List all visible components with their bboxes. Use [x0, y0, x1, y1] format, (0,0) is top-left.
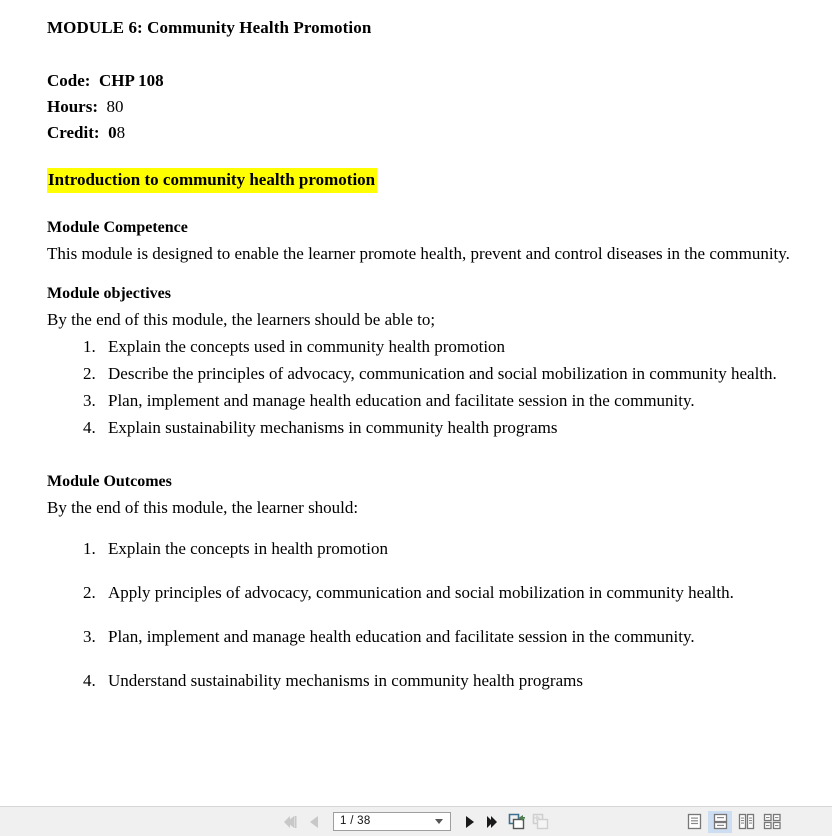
- meta-credit-value-bold: 0: [108, 122, 117, 142]
- meta-code-value: CHP 108: [98, 70, 164, 90]
- next-page-icon: [462, 815, 476, 829]
- previous-view-icon: [508, 813, 527, 830]
- continuous-view-icon: [713, 813, 728, 830]
- previous-view-button[interactable]: [506, 811, 528, 833]
- next-view-button[interactable]: [530, 811, 552, 833]
- meta-credit: [47, 120, 792, 146]
- module-objectives-list: [47, 333, 792, 441]
- module-outcomes-intro: By the end of this module, the learner should:: [47, 497, 359, 517]
- two-page-view-icon: [738, 813, 755, 830]
- page-number-combobox[interactable]: [333, 812, 451, 831]
- view-mode-continuous-button[interactable]: [708, 811, 732, 833]
- spacer: [47, 267, 792, 281]
- first-page-icon: [283, 815, 299, 829]
- view-mode-book-button[interactable]: [760, 811, 784, 833]
- list-item: Understand sustainability mechanisms in community health programs: [108, 670, 583, 690]
- spacer: [47, 521, 792, 535]
- meta-hours-value: 80: [106, 96, 124, 116]
- meta-code-label: Code:: [47, 70, 91, 90]
- spacer: [47, 146, 792, 168]
- previous-page-icon: [308, 815, 322, 829]
- view-mode-single-page-button[interactable]: [682, 811, 706, 833]
- section-heading-module-outcomes: Module Outcomes: [47, 472, 172, 490]
- spacer: [47, 193, 792, 215]
- list-item: Plan, implement and manage health education and facilitate session in the community.: [108, 390, 695, 410]
- meta-credit-label: Credit:: [47, 122, 100, 142]
- list-item: Plan, implement and manage health education and facilitate session in the community.: [108, 626, 695, 646]
- highlighted-heading: Introduction to community health promotion: [47, 168, 377, 193]
- last-page-icon: [485, 815, 501, 829]
- meta-hours-label: Hours:: [47, 96, 98, 116]
- list-item: Explain the concepts used in community health promotion: [108, 336, 506, 356]
- first-page-button[interactable]: [280, 811, 302, 833]
- next-page-button[interactable]: [458, 811, 480, 833]
- toolbar-left-spacer: [0, 807, 280, 836]
- book-view-icon: [763, 813, 782, 830]
- list-item: Explain sustainability mechanisms in community health programs: [108, 417, 558, 437]
- list-item: Explain the concepts in health promotion: [108, 538, 388, 558]
- pdf-bottom-toolbar: [0, 806, 832, 836]
- view-mode-two-page-button[interactable]: [734, 811, 758, 833]
- list-item: Apply principles of advocacy, communication and social mobilization in community health.: [108, 582, 734, 602]
- chevron-down-icon: [435, 819, 443, 824]
- module-competence-text: This module is designed to enable the learner promote health, prevent and control diseases in the community.: [47, 243, 790, 263]
- meta-hours: [47, 94, 792, 120]
- last-page-button[interactable]: [482, 811, 504, 833]
- list-item: Describe the principles of advocacy, communication and social mobilization in community health.: [108, 363, 777, 383]
- next-view-icon: [532, 813, 551, 830]
- view-mode-group: [682, 807, 832, 836]
- section-heading-module-objectives: Module objectives: [47, 284, 171, 302]
- spacer: [47, 441, 792, 469]
- page-indicator: 1 / 38: [340, 815, 371, 827]
- single-page-view-icon: [687, 813, 702, 830]
- meta-credit-value: 8: [116, 122, 126, 142]
- module-objectives-intro: By the end of this module, the learners should be able to;: [47, 309, 436, 329]
- page-navigation-group: [280, 807, 552, 836]
- section-heading-module-competence: Module Competence: [47, 218, 188, 236]
- highlighted-heading-wrap: [47, 168, 792, 193]
- meta-code: [47, 68, 792, 94]
- spacer: [47, 40, 792, 68]
- previous-page-button[interactable]: [304, 811, 326, 833]
- module-outcomes-list: [47, 535, 792, 694]
- document-title: MODULE 6: Community Health Promotion: [47, 18, 372, 37]
